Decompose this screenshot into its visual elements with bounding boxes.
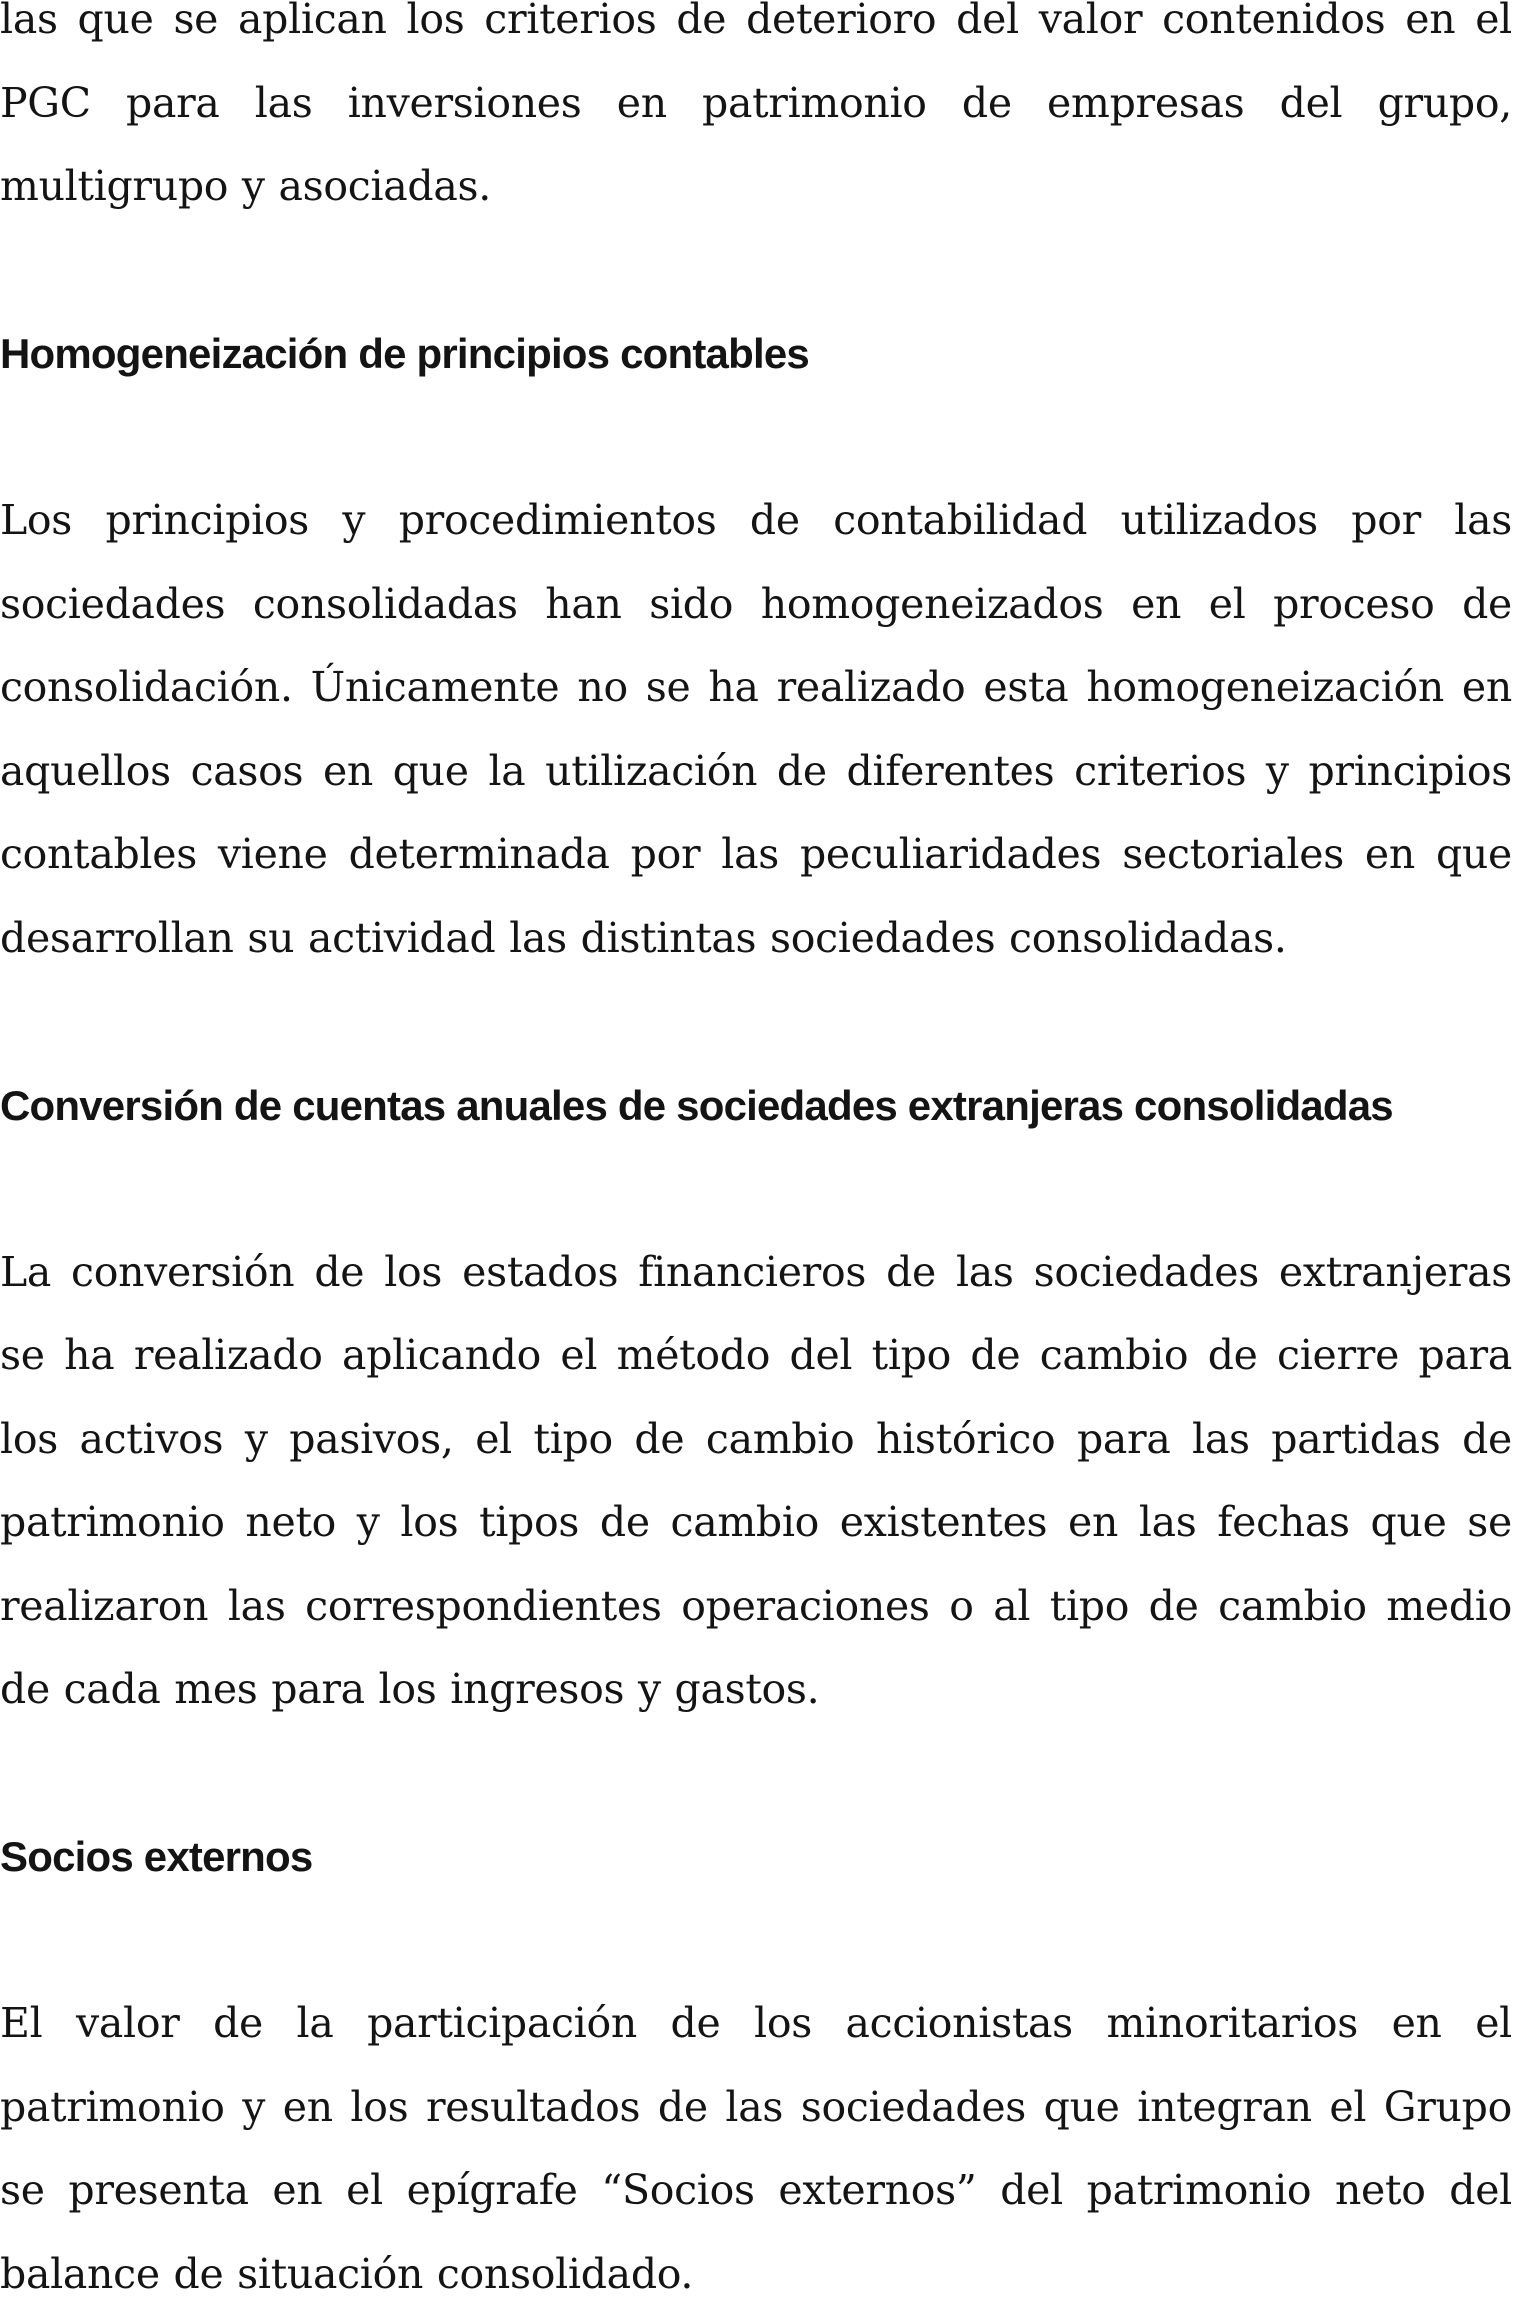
socios-paragraph: El valor de la participación de los accionistas minoritarios en el patrimonio y en los resultados de las sociedades que integran el Grupo se presenta en el epígrafe “Socios externos” del patrimonio neto del balance de situación consolidado. <box>0 1999 1512 2298</box>
section-heading-homogeneizacion: Homogeneización de principios contables <box>0 330 809 377</box>
spacer <box>0 396 1512 480</box>
spacer <box>0 229 1512 313</box>
conversion-paragraph: La conversión de los estados financieros de las sociedades extranjeras se ha realizado aplicando el método del tipo de cambio de cierre para los activos y pasivos, el tipo de cambio histórico para las partidas de patrimonio neto y los tipos de cambio existentes en las fechas que se realizaron las correspondientes operaciones o al tipo de cambio medio de cada mes para los ingresos y gastos. <box>0 1247 1512 1713</box>
spacer <box>0 1899 1512 1983</box>
spacer <box>0 1732 1512 1816</box>
intro-paragraph: las que se aplican los criterios de deterioro del valor contenidos en el PGC para las inversiones en patrimonio de empresas del grupo, multigrupo y asociadas. <box>0 0 1512 210</box>
section-heading-socios: Socios externos <box>0 1833 313 1880</box>
spacer <box>0 1147 1512 1231</box>
homogeneizacion-paragraph: Los principios y procedimientos de contabilidad utilizados por las sociedades consolidadas han sido homogeneizados en el proceso de consolidación. Únicamente no se ha realizado esta homogeneización en aquellos casos en que la utilización de diferentes criterios y principios contables viene determinada por las peculiaridades sectoriales en que desarrollan su actividad las distintas sociedades consolidadas. <box>0 496 1512 962</box>
spacer <box>0 980 1512 1064</box>
section-heading-conversion: Conversión de cuentas anuales de sociedades extranjeras consolidadas <box>0 1081 1393 1129</box>
